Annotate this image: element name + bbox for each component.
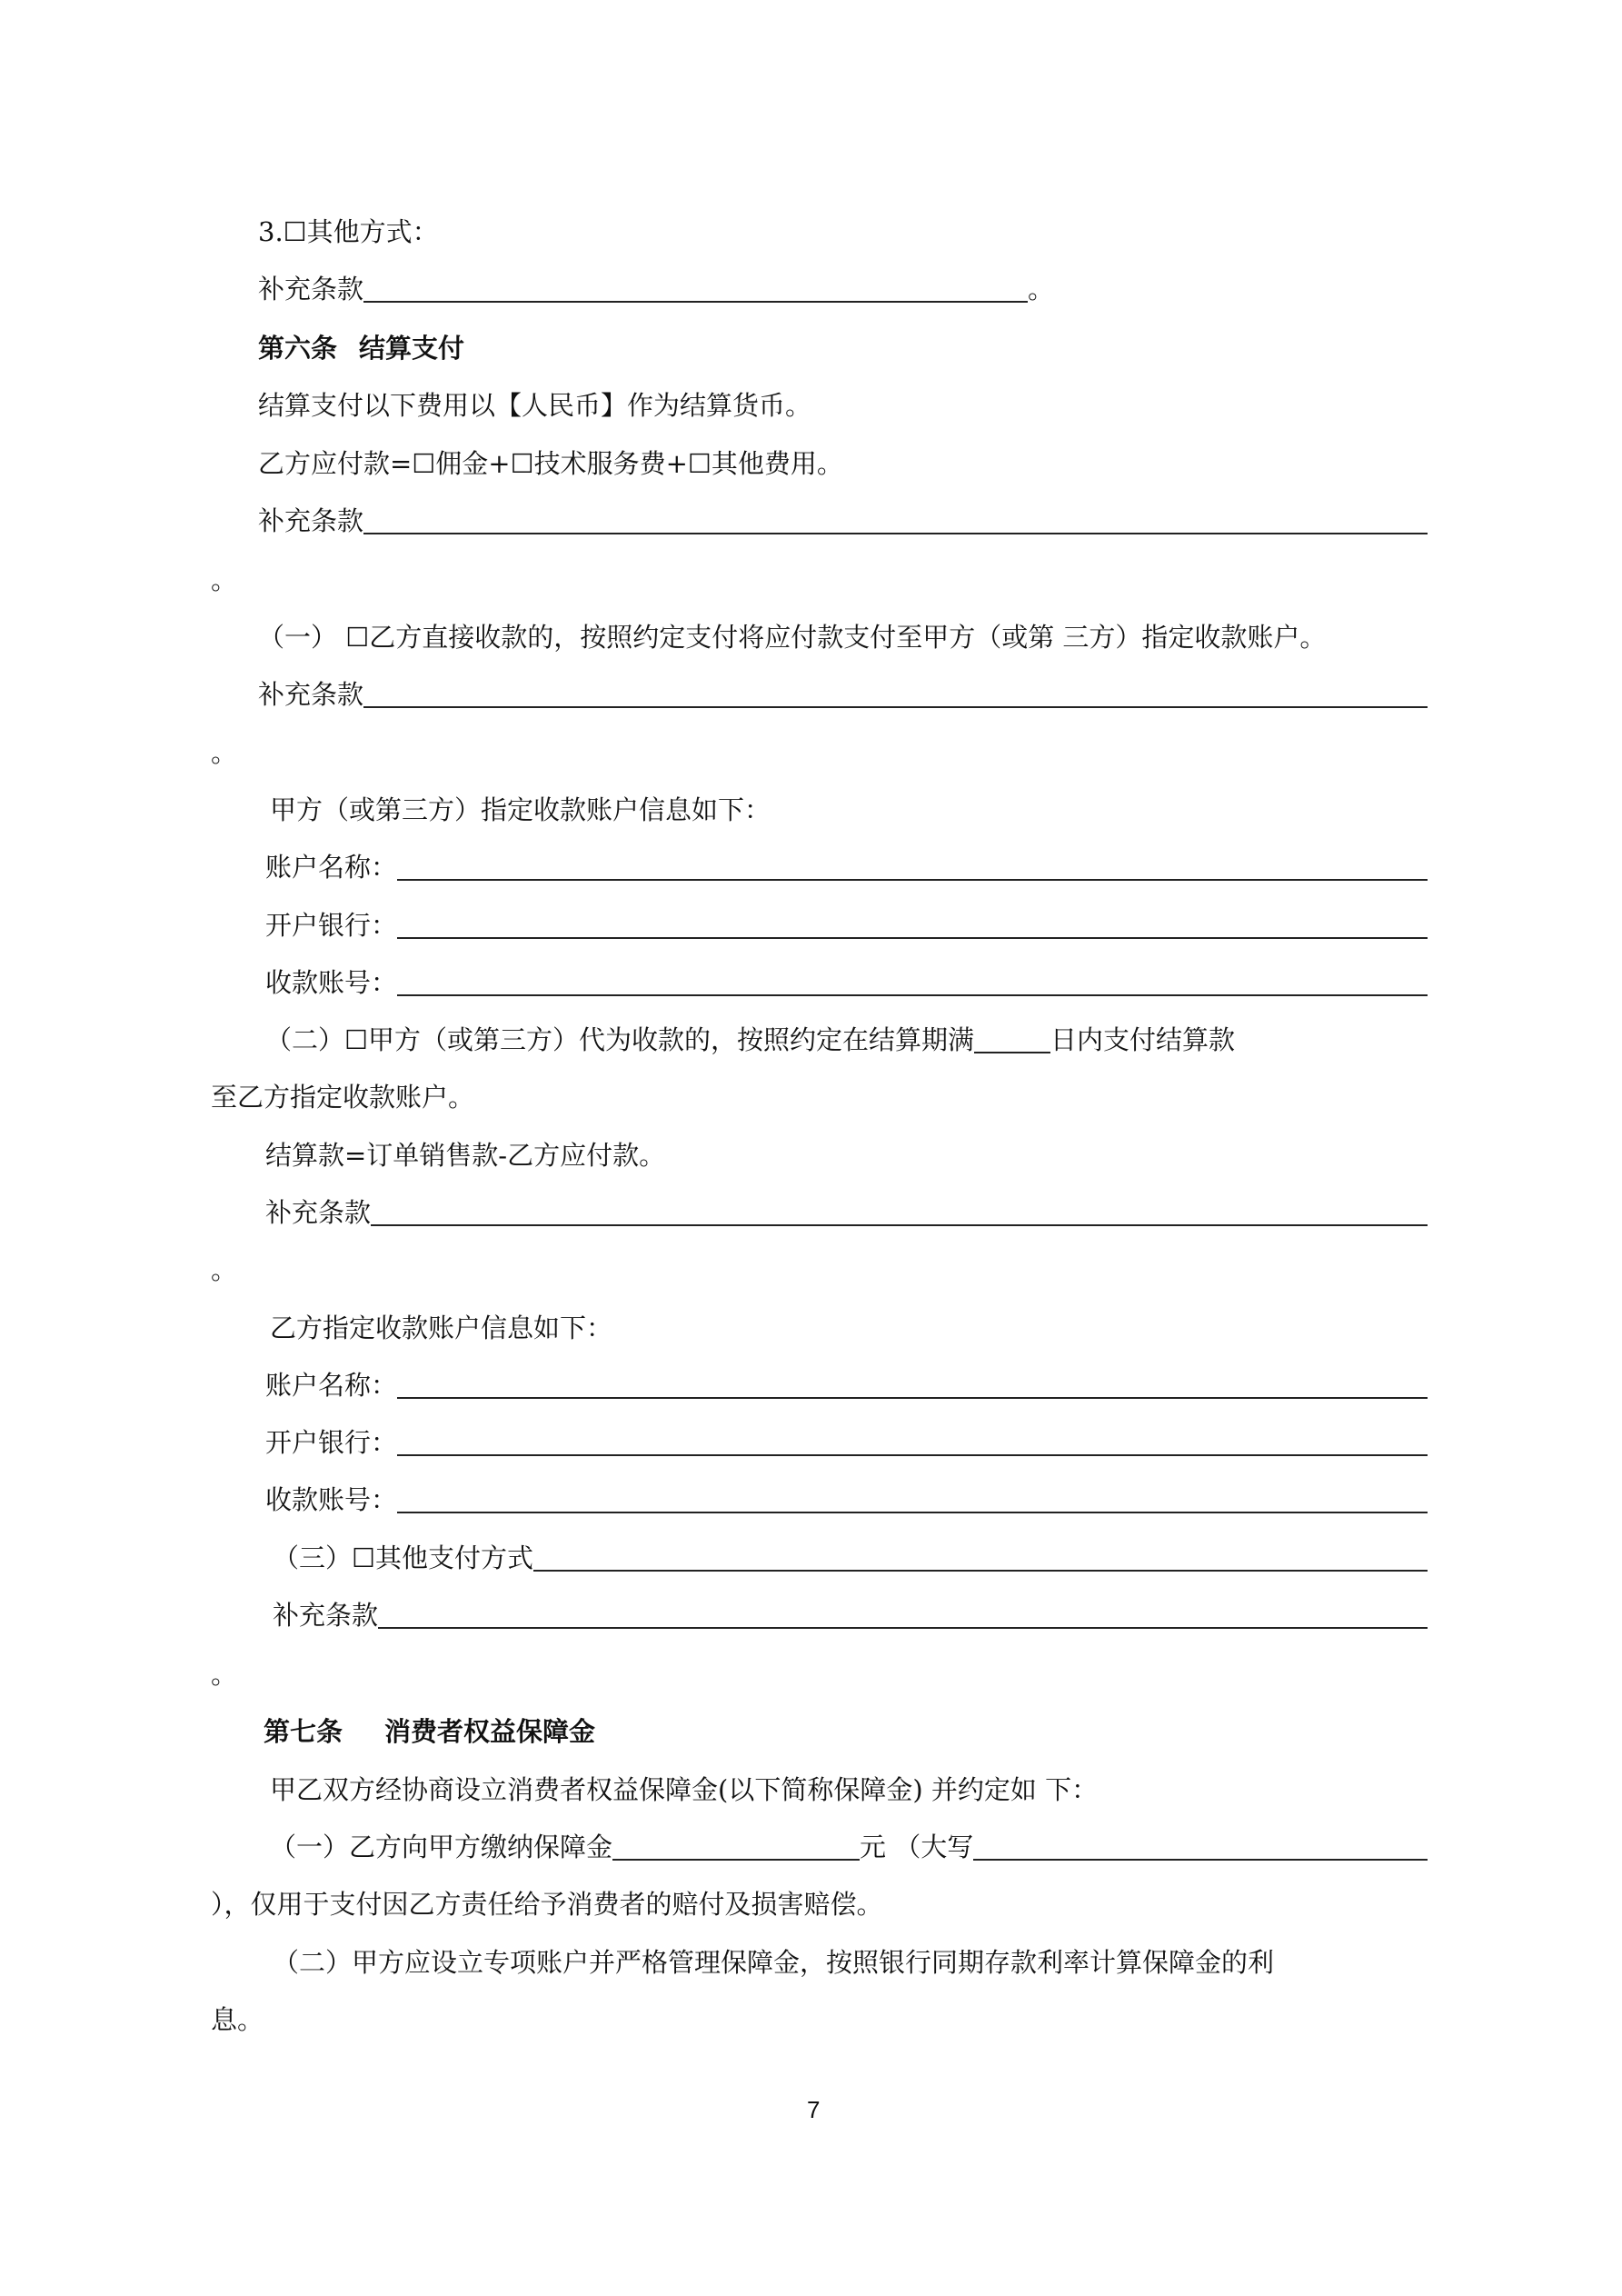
label: 补充条款: [258, 274, 364, 304]
text: 乙方应付款=☐佣金+☐技术服务费+☐其他费用。: [258, 448, 843, 479]
blank-field[interactable]: [363, 274, 1028, 303]
party-a-account-no: [265, 965, 1428, 1000]
option-2-cont: [211, 1080, 474, 1114]
blank-field[interactable]: [363, 679, 1428, 708]
text: 息。: [211, 2004, 264, 2035]
party-b-bank: [265, 1425, 1428, 1460]
article-title: 结算支付: [359, 333, 465, 364]
payable-text: [258, 446, 843, 481]
supplementary-line: [265, 1195, 1428, 1230]
clause-item-3: [258, 215, 439, 249]
deposit-item-1-cont: [211, 1887, 883, 1922]
article-7-heading: [264, 1714, 595, 1749]
text: 甲方（或第三方）指定收款账户信息如下：: [270, 794, 771, 825]
party-b-account-name: [265, 1368, 1428, 1403]
supplementary-line: [258, 504, 1428, 538]
label: 补充条款: [265, 1197, 372, 1228]
currency-text: [258, 388, 811, 423]
text: （一） ☐乙方直接收款的，按照约定支付将应付款支付至甲方（或第 三方）指定收款账户。: [258, 622, 1327, 653]
party-b-account-no: [265, 1482, 1428, 1517]
label: 开户银行：: [265, 910, 398, 941]
blank-field[interactable]: [371, 1197, 1428, 1226]
period-line: [211, 1657, 237, 1692]
label: 收款账号：: [265, 1484, 398, 1515]
period: 。: [1027, 274, 1054, 304]
text: ），仅用于支付因乙方责任给予消费者的赔付及损害赔偿。: [211, 1889, 883, 1920]
page-number: 7: [807, 2096, 821, 2123]
label: 开户银行：: [265, 1427, 398, 1458]
text: 结算支付以下费用以【人民币】作为结算货币。: [258, 390, 812, 421]
text: （一）乙方向甲方缴纳保障金: [270, 1832, 613, 1862]
article-6-heading: [258, 331, 464, 365]
label: 补充条款: [258, 679, 364, 710]
party-a-account-name: [265, 850, 1428, 884]
label: （三）☐其他支付方式: [273, 1542, 533, 1573]
account-name-field[interactable]: [397, 1370, 1428, 1399]
supplementary-line: [258, 272, 1054, 306]
period-line: [211, 735, 237, 770]
account-no-field[interactable]: [397, 967, 1428, 996]
supplementary-line: [273, 1598, 1428, 1632]
text: （二）☐甲方（或第三方）代为收款的，按照约定在结算期满: [265, 1024, 974, 1055]
text: 乙方指定收款账户信息如下：: [270, 1313, 613, 1343]
settlement-formula: [265, 1138, 665, 1173]
text: 结算款=订单销售款-乙方应付款。: [265, 1140, 666, 1171]
account-name-field[interactable]: [397, 852, 1428, 881]
option-1: [258, 620, 1326, 654]
bank-field[interactable]: [397, 1427, 1428, 1456]
label: 补充条款: [258, 505, 364, 536]
option-3: [273, 1541, 1428, 1575]
bank-field[interactable]: [397, 910, 1428, 939]
label: 账户名称：: [265, 852, 398, 883]
deposit-item-1: [270, 1830, 1428, 1864]
label: 补充条款: [273, 1600, 379, 1631]
deposit-intro: [270, 1772, 1098, 1807]
period-line: [211, 563, 237, 597]
amount-in-words-field[interactable]: [973, 1832, 1428, 1861]
label: 账户名称：: [265, 1370, 398, 1401]
days-field[interactable]: [974, 1024, 1050, 1053]
label: 收款账号：: [265, 967, 398, 998]
article-title: 消费者权益保障金: [384, 1716, 596, 1747]
other-payment-field[interactable]: [533, 1542, 1428, 1572]
text: 元 （大写: [860, 1832, 974, 1862]
party-a-account-intro: [270, 793, 771, 827]
option-2: [265, 1023, 1235, 1057]
period: 。: [211, 564, 238, 595]
text: （二）甲方应设立专项账户并严格管理保障金，按照银行同期存款利率计算保障金的利: [273, 1947, 1275, 1978]
amount-field[interactable]: [612, 1832, 860, 1861]
party-b-account-intro: [270, 1311, 612, 1345]
supplementary-line: [258, 677, 1428, 712]
text: 至乙方指定收款账户。: [211, 1082, 475, 1113]
article-number: 第六条: [258, 333, 338, 364]
period: 。: [211, 1659, 238, 1690]
party-a-bank: [265, 908, 1428, 943]
period: 。: [211, 737, 238, 768]
text: 日内支付结算款: [1050, 1024, 1236, 1055]
period: 。: [211, 1254, 238, 1285]
article-number: 第七条: [264, 1716, 343, 1747]
text: 甲乙双方经协商设立消费者权益保障金(以下简称保障金) 并约定如 下：: [270, 1774, 1099, 1805]
deposit-item-2-cont: [211, 2002, 264, 2037]
blank-field[interactable]: [363, 505, 1428, 534]
blank-field[interactable]: [378, 1600, 1428, 1629]
account-no-field[interactable]: [397, 1484, 1428, 1513]
text: 3.☐其他方式：: [258, 216, 439, 247]
deposit-item-2: [273, 1945, 1274, 1980]
period-line: [211, 1253, 237, 1287]
